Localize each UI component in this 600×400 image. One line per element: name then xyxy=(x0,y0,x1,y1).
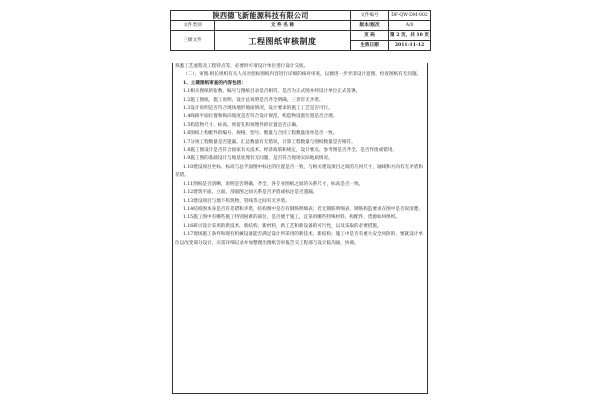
body-paragraph: 1.13建设项目与地下构筑物、管线等之间有无矛盾。 xyxy=(183,198,290,204)
company-name: 陕西德飞新能源科技有限公司 xyxy=(171,11,351,21)
version-value: A/0 xyxy=(389,21,431,31)
file-name-label: 文 件 名 称 xyxy=(215,21,351,31)
category-label: 文件类别 xyxy=(171,21,215,31)
effective-date-label: 生效日期 xyxy=(351,41,389,51)
body-paragraph: 1.15施工图中有哪些施工特别困难的部位，是否便于施工，宜采用哪些特殊材料，构配件，货源如何组织。 xyxy=(183,215,400,221)
effective-date-value: 2011-11-12 xyxy=(389,41,431,51)
body-paragraph: 1.5构造物尺寸、标高、预留孔和预埋件的位置是否正确。 xyxy=(183,122,301,128)
body-paragraph: 1.14结构图本身是否有差错和矛盾，结构图中是否有钢筋明细表；若无钢筋明细表，钢筋构造要求在图中是否说清楚。 xyxy=(183,206,423,212)
body-paragraph: 1.8施工图设计是否符合国家有关技术、经济政策和规定，设计要点、参考图是否齐全、是否作废或错用。 xyxy=(183,148,398,154)
file-level: 三级文件 xyxy=(171,31,215,51)
doc-no-value: DF-QW-DM-002 xyxy=(389,11,431,21)
body-paragraph: 熟悉工艺流程及工程特点等，必要时可请设计单位进行设计交底。 xyxy=(175,64,309,69)
body-paragraph: 1.3设计说明是否符合现场地形地质情况，设计要求的施工工艺是否可行。 xyxy=(183,106,333,112)
document-header-table xyxy=(170,10,431,51)
body-paragraph: 1.11图纸是否清晰，说明是否明确，齐全，各专业图纸之间的关系尺寸，标高是否一致。 xyxy=(183,181,364,187)
body-paragraph: 1.6图纸上构配件的编号、规格、型号、数量与合同工程数量清单是否一致。 xyxy=(183,131,338,137)
body-paragraph: 1.12建筑平面、立面、剖面图之间关系是否矛盾或标注是否遗漏。 xyxy=(183,190,318,196)
page-label: 页 码 xyxy=(351,31,389,41)
body-paragraph: （二）、审图:组长组织有关人员对招标图纸内容进行详细的核对审查，以便进一步弄清设计意图，检查图纸有无问题。 xyxy=(183,72,422,78)
body-paragraph: 1.16研讨设计采用的新技术，新结构，新材料，新工艺和新设备的可行性，以及采取的必要措施。 xyxy=(183,223,382,229)
document-page xyxy=(170,10,430,396)
body-paragraph: 1.7分项工程数量是否遗漏，汇总数量有无错误，计算工程数量与图纸数量是否相符。 xyxy=(183,139,356,145)
document-title: 工程图纸审核制度 xyxy=(215,31,351,51)
doc-no-label: 文件编号 xyxy=(351,11,389,21)
body-paragraph: 1.9施工图的基础设计与地基处理有无问题，是否符合现场实际地质情况。 xyxy=(183,156,333,162)
page-info: 第 2 页，共 10 页 xyxy=(389,31,431,41)
body-paragraph: 1.1相关图纸的张数、编号与图纸目录是否相符，是否为正式图并经设计单位正式签署。 xyxy=(183,89,361,95)
document-body xyxy=(172,63,428,394)
body-paragraph: 1.4线路平面位置和纵向坡度是否符合设计规范，构造物设置位置是否合理。 xyxy=(183,114,338,120)
section-heading: 1、土建图纸审查的内容包括： xyxy=(183,80,246,86)
body-paragraph: 1.10建设项目坐标、标高与总平面图中标注的位置是否一致，与相关建设项目之间的几何尺寸，轴线和方向有无矛盾和差错。 xyxy=(175,164,423,179)
body-paragraph: 1.2施工图纸、施工说明、设计总说明是否齐全明确，三者有无矛盾。 xyxy=(183,97,324,103)
body-paragraph: 1.17现场施工条件和现有机械设备能否满足设计所采用的新技术，新结构；施工中是否有重大安全风险的，要就设计单位以改变部分设计，应需详细记录并加整理出图纸会审报告交工程部与设计院沟通，协商。 xyxy=(175,232,423,246)
version-label: 版本/版次 xyxy=(351,21,389,31)
